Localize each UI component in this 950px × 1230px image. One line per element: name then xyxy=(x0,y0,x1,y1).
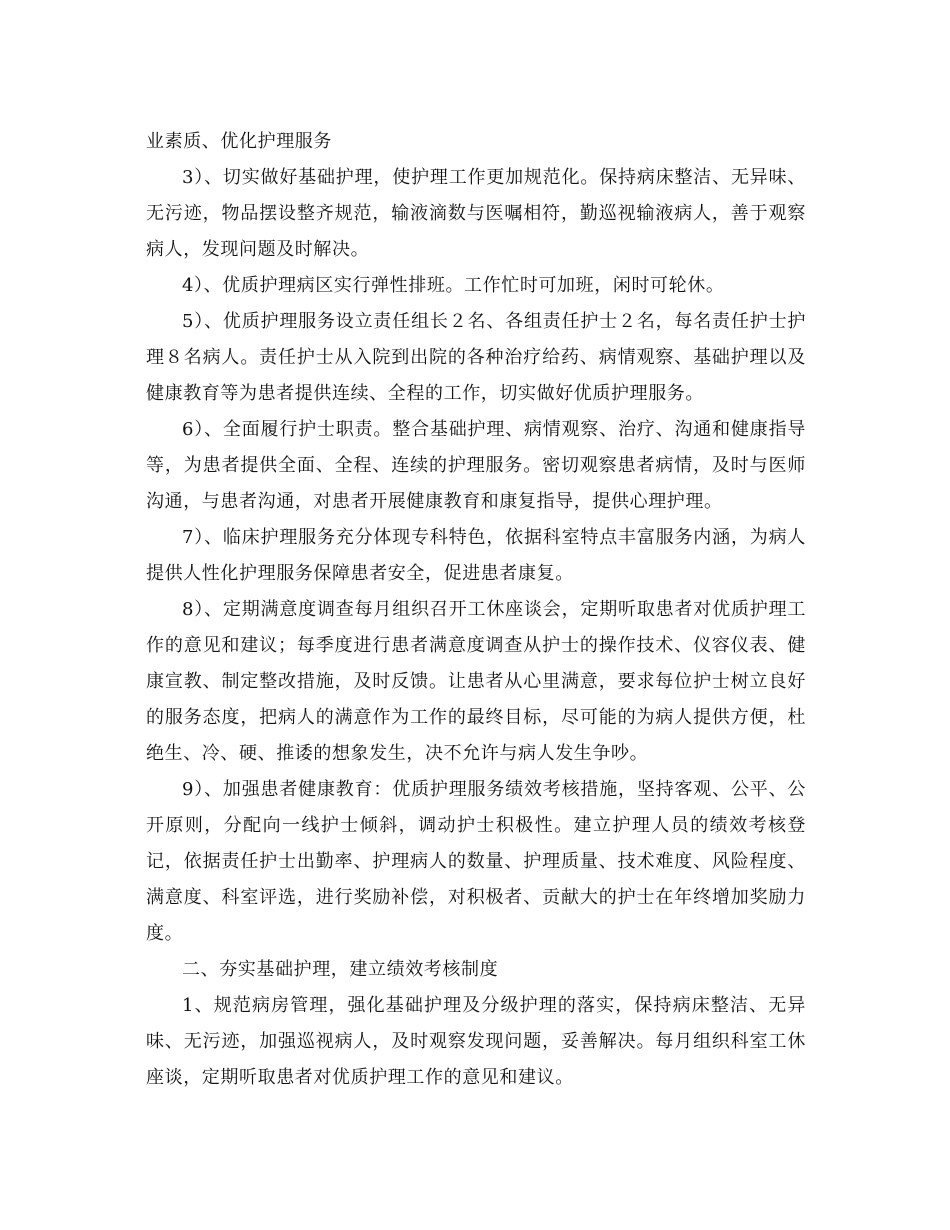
paragraph-item-5: 5）、优质护理服务设立责任组长２名、各组责任护士２名，每名责任护士护理８名病人。责任护士从入院到出院的各种治疗给药、病情观察、基础护理以及健康教育等为患者提供连续、全程的工作，切实做好优质护理服务。 xyxy=(146,311,806,404)
paragraph-item-6: 6）、全面履行护士职责。整合基础护理、病情观察、治疗、沟通和健康指导等，为患者提供全面、全程、连续的护理服务。密切观察患者病情，及时与医师沟通，与患者沟通，对患者开展健康教育和康复指导，提供心理护理。 xyxy=(146,419,806,512)
document-body xyxy=(146,124,806,1096)
paragraph-continuation: 业素质、优化护理服务 xyxy=(146,131,332,152)
paragraph-item-3: 3）、切实做好基础护理，使护理工作更加规范化。保持病床整洁、无异味、无污迹，物品摆设整齐规范，输液滴数与医嘱相符，勤巡视输液病人，善于观察病人，发现问题及时解决。 xyxy=(146,167,806,260)
paragraph-item-7: 7）、临床护理服务充分体现专科特色，依据科室特点丰富服务内涵，为病人提供人性化护理服务保障患者安全，促进患者康复。 xyxy=(146,527,806,584)
paragraph-item-9: 9）、加强患者健康教育：优质护理服务绩效考核措施，坚持客观、公平、公开原则，分配向一线护士倾斜，调动护士积极性。建立护理人员的绩效考核登记，依据责任护士出勤率、护理病人的数量、护理质量、技术难度、风险程度、满意度、科室评选，进行奖励补偿，对积极者、贡献大的护士在年终增加奖励力度。 xyxy=(146,779,806,944)
paragraph-item-8: 8）、定期满意度调查每月组织召开工休座谈会，定期听取患者对优质护理工作的意见和建议；每季度进行患者满意度调查从护士的操作技术、仪容仪表、健康宣教、制定整改措施，及时反馈。让患者从心里满意，要求每位护士树立良好的服务态度，把病人的满意作为工作的最终目标，尽可能的为病人提供方便，杜绝生、冷、硬、推诿的想象发生，决不允许与病人发生争吵。 xyxy=(146,599,806,764)
section-heading: 二、夯实基础护理，建立绩效考核制度 xyxy=(182,959,499,980)
paragraph-section-item-1: 1、规范病房管理，强化基础护理及分级护理的落实，保持病床整洁、无异味、无污迹，加强巡视病人，及时观察发现问题，妥善解决。每月组织科室工休座谈，定期听取患者对优质护理工作的意见和建议。 xyxy=(146,995,806,1088)
paragraph-item-4: 4）、优质护理病区实行弹性排班。工作忙时可加班，闲时可轮休。 xyxy=(182,275,725,296)
